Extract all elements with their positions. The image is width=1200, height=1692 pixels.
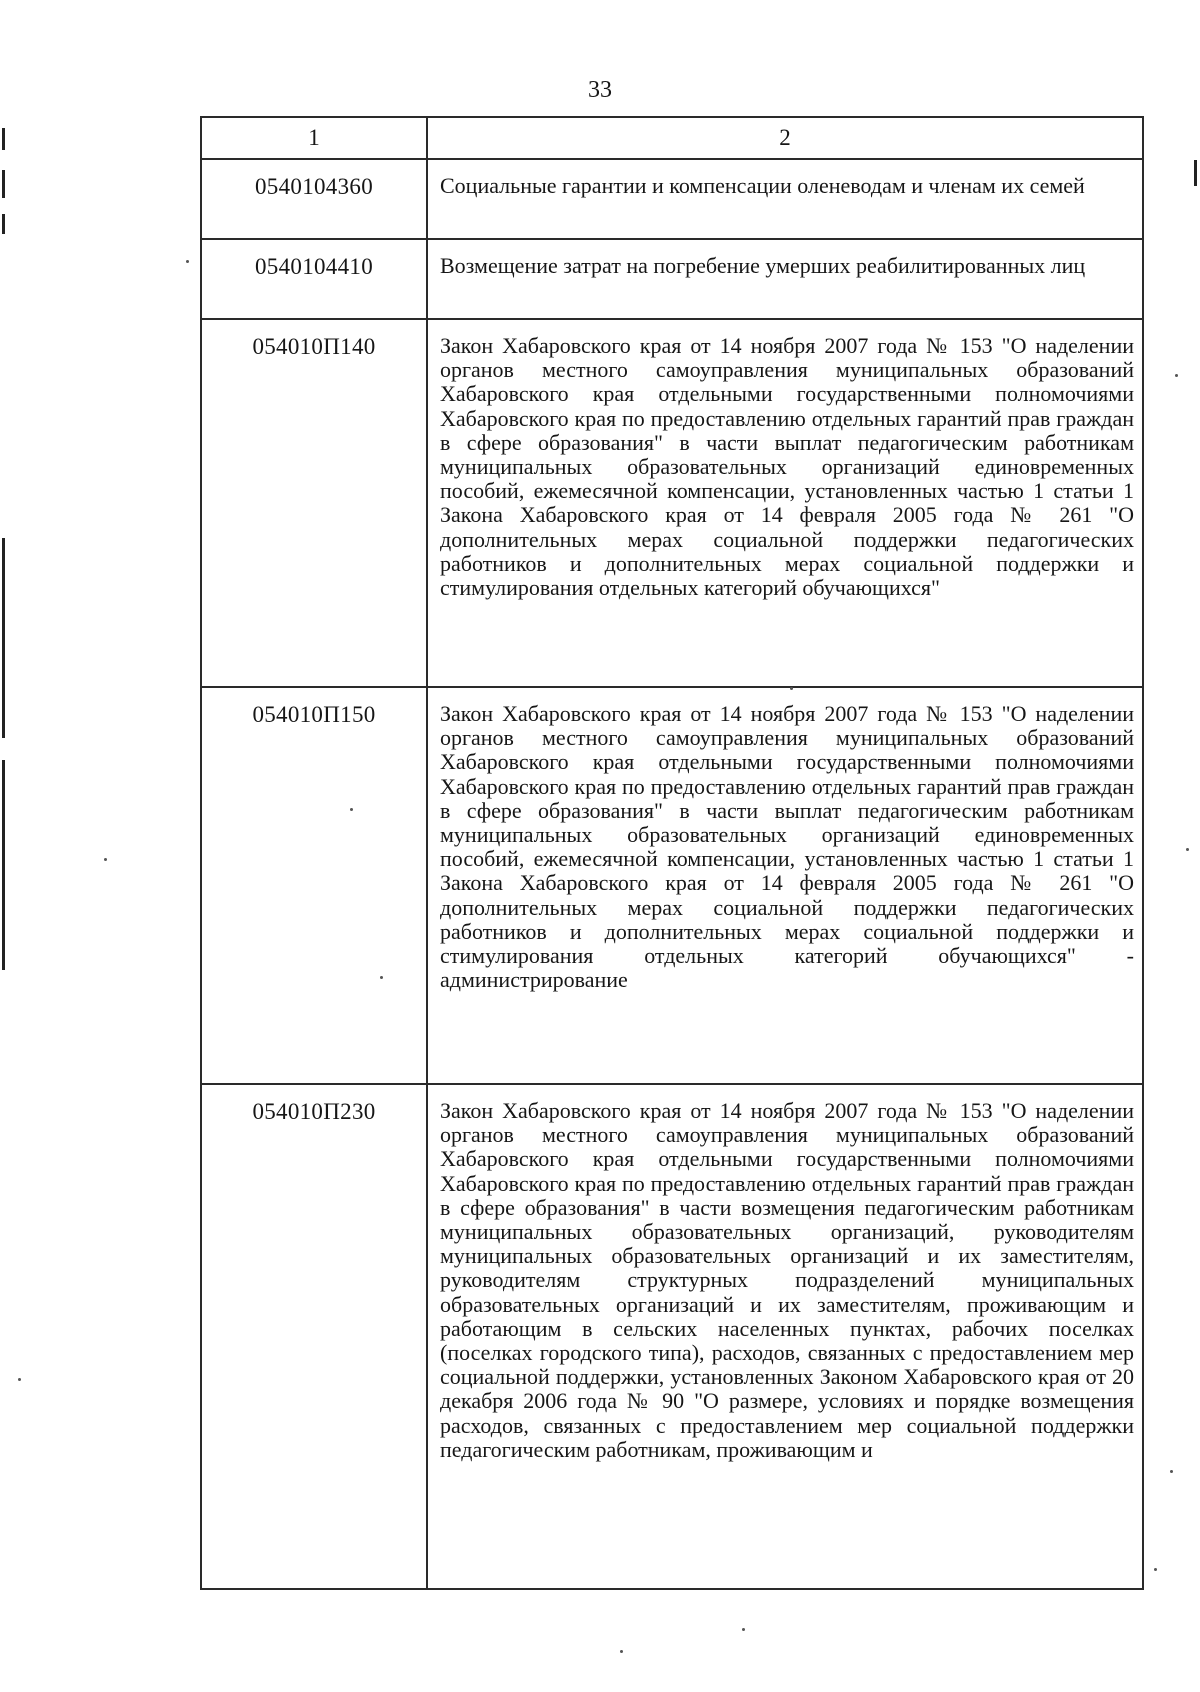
row-description: Закон Хабаровского края от 14 ноября 2007 года № 153 "О наделении органов местного самоуправления муниципальных образований Хабаровского края отдельными государственными полномочиями Хабаровского края по предоставлению отдельных гарантий прав граждан в сфере образования" в части выплат педагогическим работникам муниципальных образовательных организаций единовременных пособий, ежемесячной компенсации, установленных частью 1 статьи 1 Закона Хабаровского края от 14 февраля 2005 года № 261 "О дополнительных мерах социальной поддержки педагогических работников и дополнительных мерах социальной поддержки и стимулирования отдельных категорий обучающихся" — [440, 333, 1134, 601]
column-header-code: 1 — [201, 117, 427, 159]
row-code: 054010П230 — [201, 1084, 427, 1589]
row-description: Закон Хабаровского края от 14 ноября 2007 года № 153 "О наделении органов местного самоуправления муниципальных образований Хабаровского края отдельными государственными полномочиями Хабаровского края по предоставлению отдельных гарантий прав граждан в сфере образования" в части возмещения педагогическим работникам муниципальных образовательных организаций, руководителям муниципальных образовательных организаций и их заместителям, руководителям структурных подразделений муниципальных образовательных организаций и их заместителям, проживающим и работающим в сельских населенных пунктах, рабочих поселках (поселках городского типа), расходов, связанных с предоставлением мер социальной поддержки, установленных Законом Хабаровского края от 20 декабря 2006 года № 90 "О размере, условиях и порядке возмещения расходов, связанных с предоставлением мер социальной поддержки педагогическим работникам, проживающим и — [440, 1098, 1134, 1462]
row-description-cell — [427, 239, 1143, 319]
scan-speck — [186, 260, 189, 263]
row-description: Закон Хабаровского края от 14 ноября 2007 года № 153 "О наделении органов местного самоуправления муниципальных образований Хабаровского края отдельными государственными полномочиями Хабаровского края по предоставлению отдельных гарантий прав граждан в сфере образования" в части выплат педагогическим работникам муниципальных образовательных организаций единовременных пособий, ежемесячной компенсации, установленных частью 1 статьи 1 Закона Хабаровского края от 14 февраля 2005 года № 261 "О дополнительных мерах социальной поддержки педагогических работников и дополнительных мерах социальной поддержки и стимулирования отдельных категорий обучающихся" - администрирование — [440, 701, 1134, 993]
scan-edge-mark — [2, 538, 5, 738]
row-code: 0540104360 — [201, 159, 427, 239]
scan-speck — [18, 1378, 21, 1381]
scan-speck — [1154, 1568, 1157, 1571]
budget-code-table — [200, 116, 1144, 1590]
row-code: 054010П140 — [201, 319, 427, 687]
row-description: Возмещение затрат на погребение умерших реабилитированных лиц — [440, 253, 1086, 278]
scan-speck — [1175, 374, 1178, 377]
scan-edge-mark — [2, 170, 5, 198]
scan-edge-mark — [2, 128, 5, 150]
table-row — [201, 319, 1143, 687]
row-description: Социальные гарантии и компенсации оленеводам и членам их семей — [440, 173, 1085, 198]
row-description-cell — [427, 319, 1143, 687]
scan-speck — [1170, 1470, 1173, 1473]
scan-speck — [790, 687, 793, 690]
table-header-row — [201, 117, 1143, 159]
row-description-cell — [427, 1084, 1143, 1589]
row-description-cell — [427, 159, 1143, 239]
row-code: 0540104410 — [201, 239, 427, 319]
row-code: 054010П150 — [201, 687, 427, 1084]
table-row — [201, 1084, 1143, 1589]
scan-edge-mark — [1194, 160, 1197, 186]
scan-speck — [380, 976, 383, 979]
column-header-description: 2 — [427, 117, 1143, 159]
table-row — [201, 159, 1143, 239]
scan-speck — [350, 808, 353, 811]
scan-edge-mark — [2, 214, 5, 234]
table-row — [201, 239, 1143, 319]
scan-speck — [1186, 848, 1189, 851]
scan-speck — [620, 1650, 623, 1653]
row-description-cell — [427, 687, 1143, 1084]
scan-speck — [104, 858, 107, 861]
page-number: 33 — [588, 77, 612, 103]
scan-edge-mark — [2, 760, 5, 970]
scan-speck — [742, 1628, 745, 1631]
table-row — [201, 687, 1143, 1084]
